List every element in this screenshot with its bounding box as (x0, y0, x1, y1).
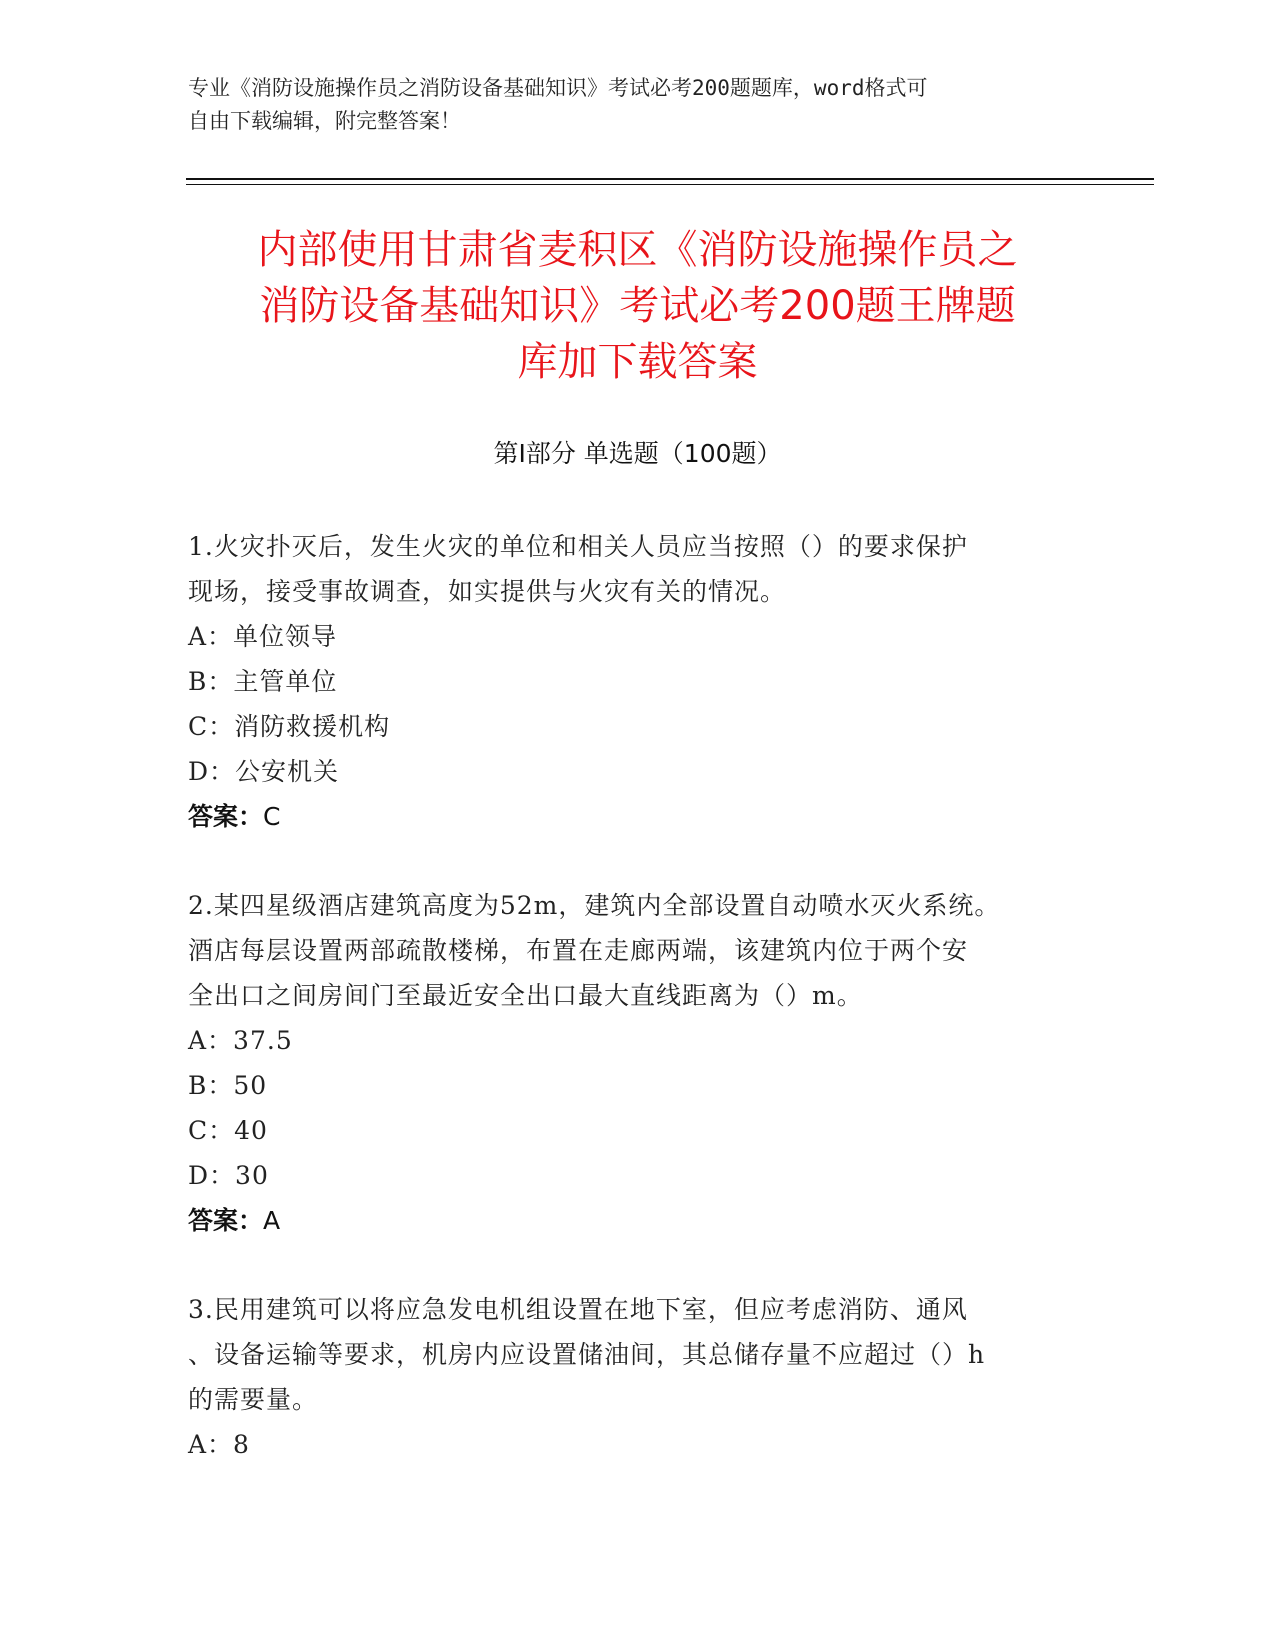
document-title (150, 222, 1125, 390)
option-b: B：50 (188, 1071, 268, 1100)
answer-value: A (263, 1206, 281, 1235)
header-note (188, 72, 1068, 138)
document-title-line: 内部使用甘肃省麦积区《消防设施操作员之 (257, 227, 1018, 273)
answer-label: 答案： (188, 802, 264, 831)
question-text-line: 3.民用建筑可以将应急发电机组设置在地下室，但应考虑消防、通风 (188, 1295, 968, 1324)
header-note-line: 自由下载编辑，附完整答案！ (188, 109, 461, 133)
option-c: C：40 (188, 1116, 268, 1145)
question-text-line: 、设备运输等要求，机房内应设置储油间，其总储存量不应超过（）h (188, 1340, 986, 1369)
option-a: A：37.5 (188, 1026, 293, 1055)
question-text-line: 现场，接受事故调查，如实提供与火灾有关的情况。 (188, 577, 787, 606)
question-list (188, 524, 1088, 1511)
question-1 (188, 524, 1088, 839)
option-d: D：30 (188, 1161, 269, 1190)
document-title-line: 库加下载答案 (517, 339, 758, 385)
option-a: A：8 (188, 1430, 250, 1459)
answer-value: C (263, 802, 281, 831)
option-d: D：公安机关 (188, 757, 340, 786)
document-title-line: 消防设备基础知识》考试必考200题王牌题 (259, 283, 1016, 329)
answer (188, 1198, 1088, 1243)
question-text-line: 2.某四星级酒店建筑高度为52m，建筑内全部设置自动喷水灭火系统。 (188, 891, 1001, 920)
question-text-line: 全出口之间房间门至最近安全出口最大直线距离为（）m。 (188, 981, 863, 1010)
question-3 (188, 1287, 1088, 1467)
header-divider-thick (186, 178, 1154, 180)
section-heading: 第Ⅰ部分 单选题（100题） (493, 439, 782, 468)
question-text-line: 1.火灾扑灭后，发生火灾的单位和相关人员应当按照（）的要求保护 (188, 532, 968, 561)
answer (188, 794, 1088, 839)
option-b: B：主管单位 (188, 667, 338, 696)
question-2 (188, 883, 1088, 1243)
option-c: C：消防救援机构 (188, 712, 391, 741)
header-note-line: 专业《消防设施操作员之消防设备基础知识》考试必考200题题库，word格式可 (188, 76, 928, 100)
option-a: A：单位领导 (188, 622, 338, 651)
question-text-line: 酒店每层设置两部疏散楼梯，布置在走廊两端，该建筑内位于两个安 (188, 936, 969, 965)
header-divider-thin (186, 184, 1154, 185)
question-text-line: 的需要量。 (188, 1385, 319, 1414)
answer-label: 答案： (188, 1206, 264, 1235)
